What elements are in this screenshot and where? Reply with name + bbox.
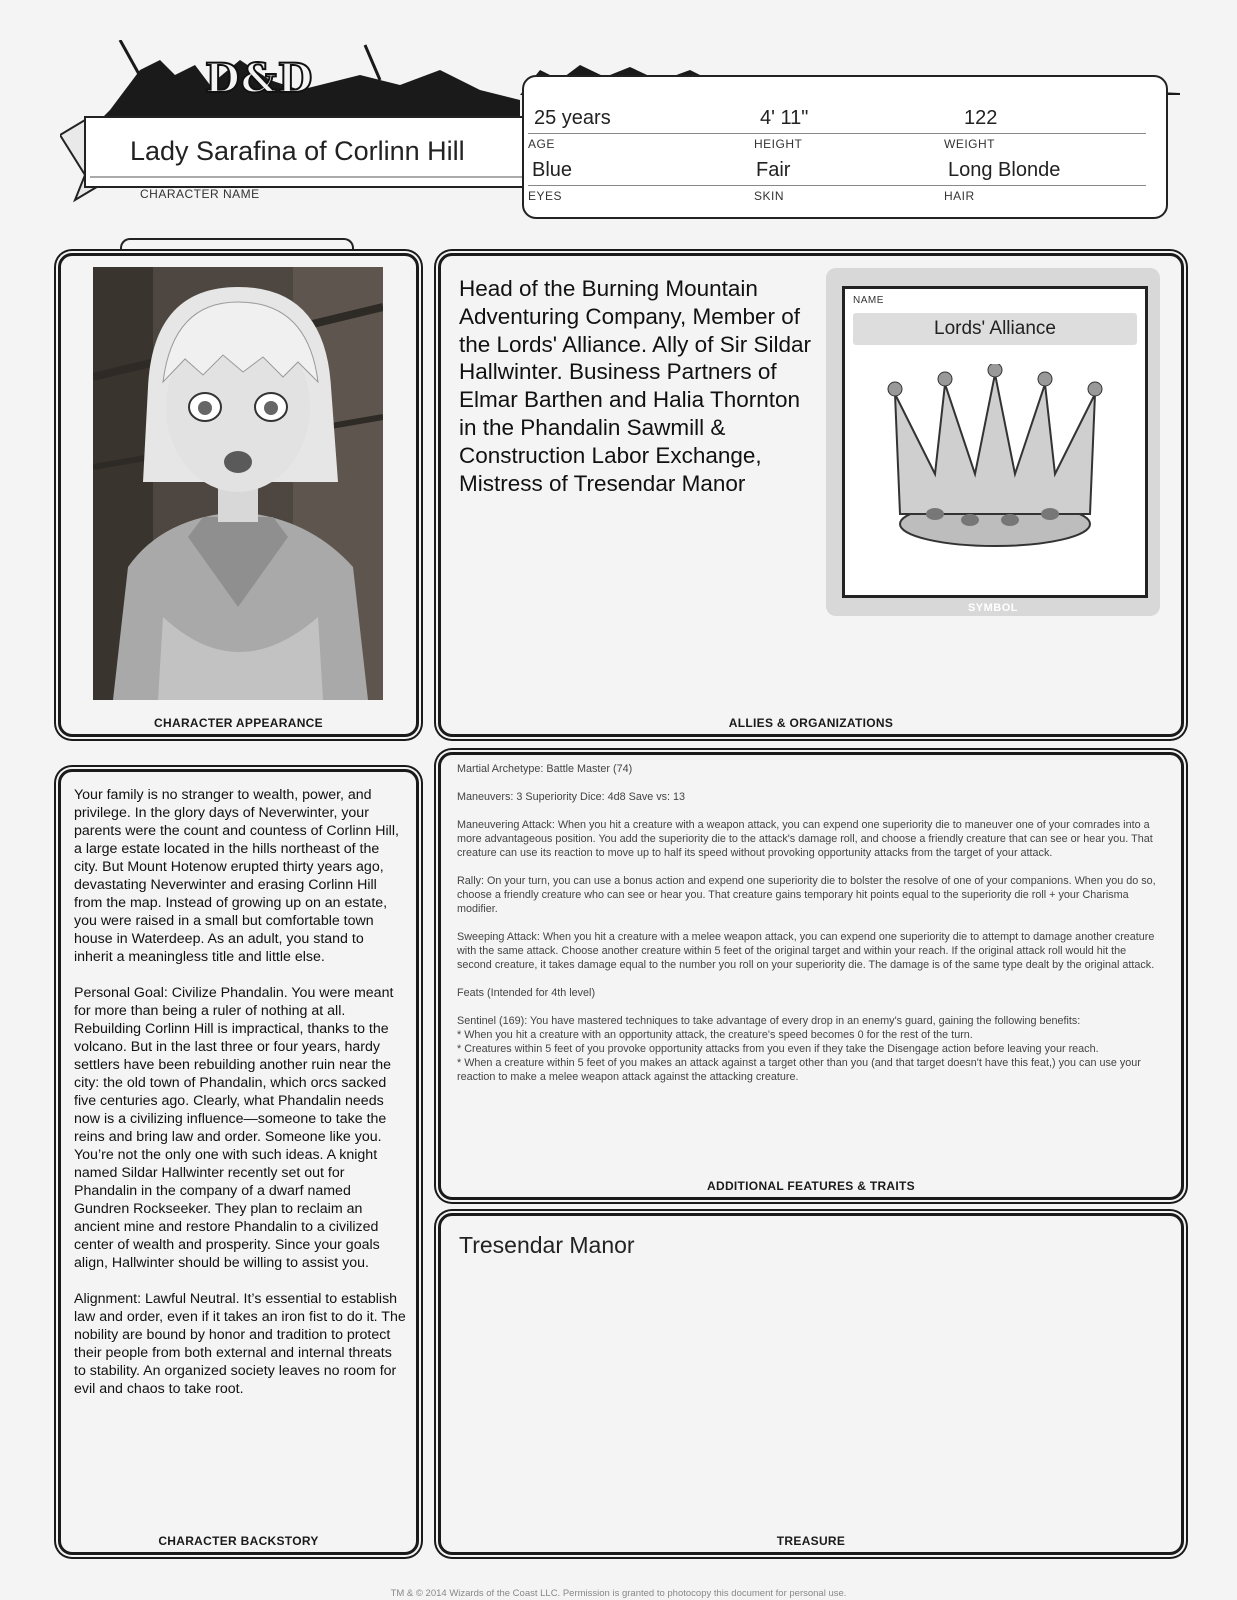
- organization-name[interactable]: Lords' Alliance: [853, 313, 1137, 345]
- treasure-label: TREASURE: [776, 1534, 846, 1548]
- weight-label: WEIGHT: [944, 137, 995, 151]
- feature-paragraph: Maneuvering Attack: When you hit a creature with a weapon attack, you can expend one superiority die to maneuver one of your comrades into a more advantageous position. You add the superiority die to the attack's damage roll, and choose a friendly creature that can see or hear you. That creature can use its reaction to move up to half its speed without provoking opportunity attacks from the target of your attack.: [457, 819, 1153, 859]
- backstory-paragraph: Your family is no stranger to wealth, power, and privilege. In the glory days of Neverwinter, your parents were the count and countess of Corlinn Hill, a large estate located in the hills northeast of the city. But Mount Hotenow erupted thirty years ago, devastating Neverwinter and erasing Corlinn Hill from the map. Instead of growing up on an estate, you were raised in a small but comfortable town house in Waterdeep. As an adult, you stand to inherit a meaningless title and little else.: [74, 787, 399, 965]
- feature-paragraph: Rally: On your turn, you can use a bonus action and expend one superiority die to bolster the resolve of one of your companions. When you do so, choose a friendly creature who can see or hear you. That creature gains temporary hit points equal to the superiority die roll + your Charisma modifier.: [457, 875, 1156, 915]
- skin-value[interactable]: Fair: [756, 159, 791, 181]
- height-value[interactable]: 4' 11": [760, 107, 809, 129]
- features-label: ADDITIONAL FEATURES & TRAITS: [707, 1179, 915, 1193]
- feature-paragraph: Sweeping Attack: When you hit a creature with a melee weapon attack, you can expend one superiority die to attempt to damage another creature with the same attack. Choose another creature within 5 feet of the original target and within your reach. If the original attack roll would hit the second creature, it takes damage equal to the number you roll on your superiority die. The damage is of the same type dealt by the original attack.: [457, 931, 1155, 971]
- eyes-label: EYES: [528, 189, 563, 203]
- copyright-footer: TM & © 2014 Wizards of the Coast LLC. Permission is granted to photocopy this document for personal use.: [390, 1588, 847, 1599]
- portrait-illustration: [93, 267, 383, 700]
- appearance-label: CHARACTER APPEARANCE: [154, 716, 323, 730]
- character-portrait[interactable]: [93, 267, 383, 700]
- allies-text[interactable]: Head of the Burning Mountain Adventuring Company, Member of the Lords' Alliance. Ally of Sir Sildar Hallwinter. Business Partners of Elmar Barthen and Halia Thornton in the Phandalin Sawmill & Construction Labor Exchange, Mistress of Tresendar Manor: [459, 276, 811, 496]
- height-label: HEIGHT: [754, 137, 803, 151]
- feature-paragraph: Feats (Intended for 4th level): [457, 987, 596, 999]
- divider: [528, 133, 1146, 134]
- organization-symbol-frame: [826, 268, 1160, 616]
- symbol-name-label: NAME: [853, 295, 884, 306]
- hair-value[interactable]: Long Blonde: [948, 159, 1061, 181]
- allies-label: ALLIES & ORGANIZATIONS: [728, 716, 894, 730]
- age-value[interactable]: 25 years: [534, 107, 611, 129]
- features-text[interactable]: [457, 762, 1163, 1098]
- feature-paragraph: Martial Archetype: Battle Master (74): [457, 763, 633, 775]
- backstory-label: CHARACTER BACKSTORY: [158, 1534, 319, 1548]
- dnd-logo: D&D: [205, 55, 314, 102]
- character-name[interactable]: Lady Sarafina of Corlinn Hill: [130, 136, 465, 166]
- symbol-label: SYMBOL: [967, 602, 1019, 614]
- skin-label: SKIN: [754, 189, 785, 203]
- character-details: [522, 75, 1168, 219]
- treasure-text[interactable]: Tresendar Manor: [459, 1232, 635, 1258]
- backstory-text[interactable]: [74, 786, 406, 1416]
- treasure-panel: [438, 1213, 1184, 1555]
- character-name-label: CHARACTER NAME: [140, 187, 260, 201]
- hair-label: HAIR: [944, 189, 975, 203]
- age-label: AGE: [528, 137, 555, 151]
- crown-icon: [885, 364, 1105, 554]
- backstory-paragraph: Personal Goal: Civilize Phandalin. You were meant for more than being a ruler of nothing at all. Rebuilding Corlinn Hill is impractical, thanks to the volcano. But in the last three or four years, hardy settlers have been rebuilding another ruin near the city: the old town of Phandalin, which orcs sacked five centuries ago. Clearly, what Phandalin needs now is a civilizing influence—someone to take the reins and bring law and order. Someone like you. You’re not the only one with such ideas. A knight named Sildar Hallwinter recently set out for Phandalin in the company of a dwarf named Gundren Rockseeker. They plan to reclaim an ancient mine and restore Phandalin to a civilized center of wealth and prosperity. Since your goals align, Hallwinter should be willing to assist you.: [74, 985, 394, 1271]
- eyes-value[interactable]: Blue: [532, 159, 573, 181]
- weight-value[interactable]: 122: [964, 107, 998, 129]
- divider: [528, 185, 1146, 186]
- feature-paragraph: Maneuvers: 3 Superiority Dice: 4d8 Save vs: 13: [457, 791, 686, 803]
- organization-symbol-box: [842, 286, 1148, 598]
- feature-paragraph: Sentinel (169): You have mastered techniques to take advantage of every drop in an enemy's guard, gaining the following benefits: * When you hit a creature with an opportunity attack, the creature's speed becomes 0 for the rest of the turn. * Creatures within 5 feet of you provoke opportunity attacks from you even if they take the Disengage action before leaving your reach. * When a creature within 5 feet of you makes an attack against a target other than you (and that target doesn't have this feat,) you can use your reaction to make a melee weapon attack against the attacking creature.: [457, 1015, 1141, 1083]
- backstory-paragraph: Alignment: Lawful Neutral. It’s essential to establish law and order, even if it takes an iron fist to do it. The nobility are bound by honor and tradition to protect their people from both external and internal threats to stability. An organized society leaves no room for evil and chaos to take root.: [74, 1291, 406, 1397]
